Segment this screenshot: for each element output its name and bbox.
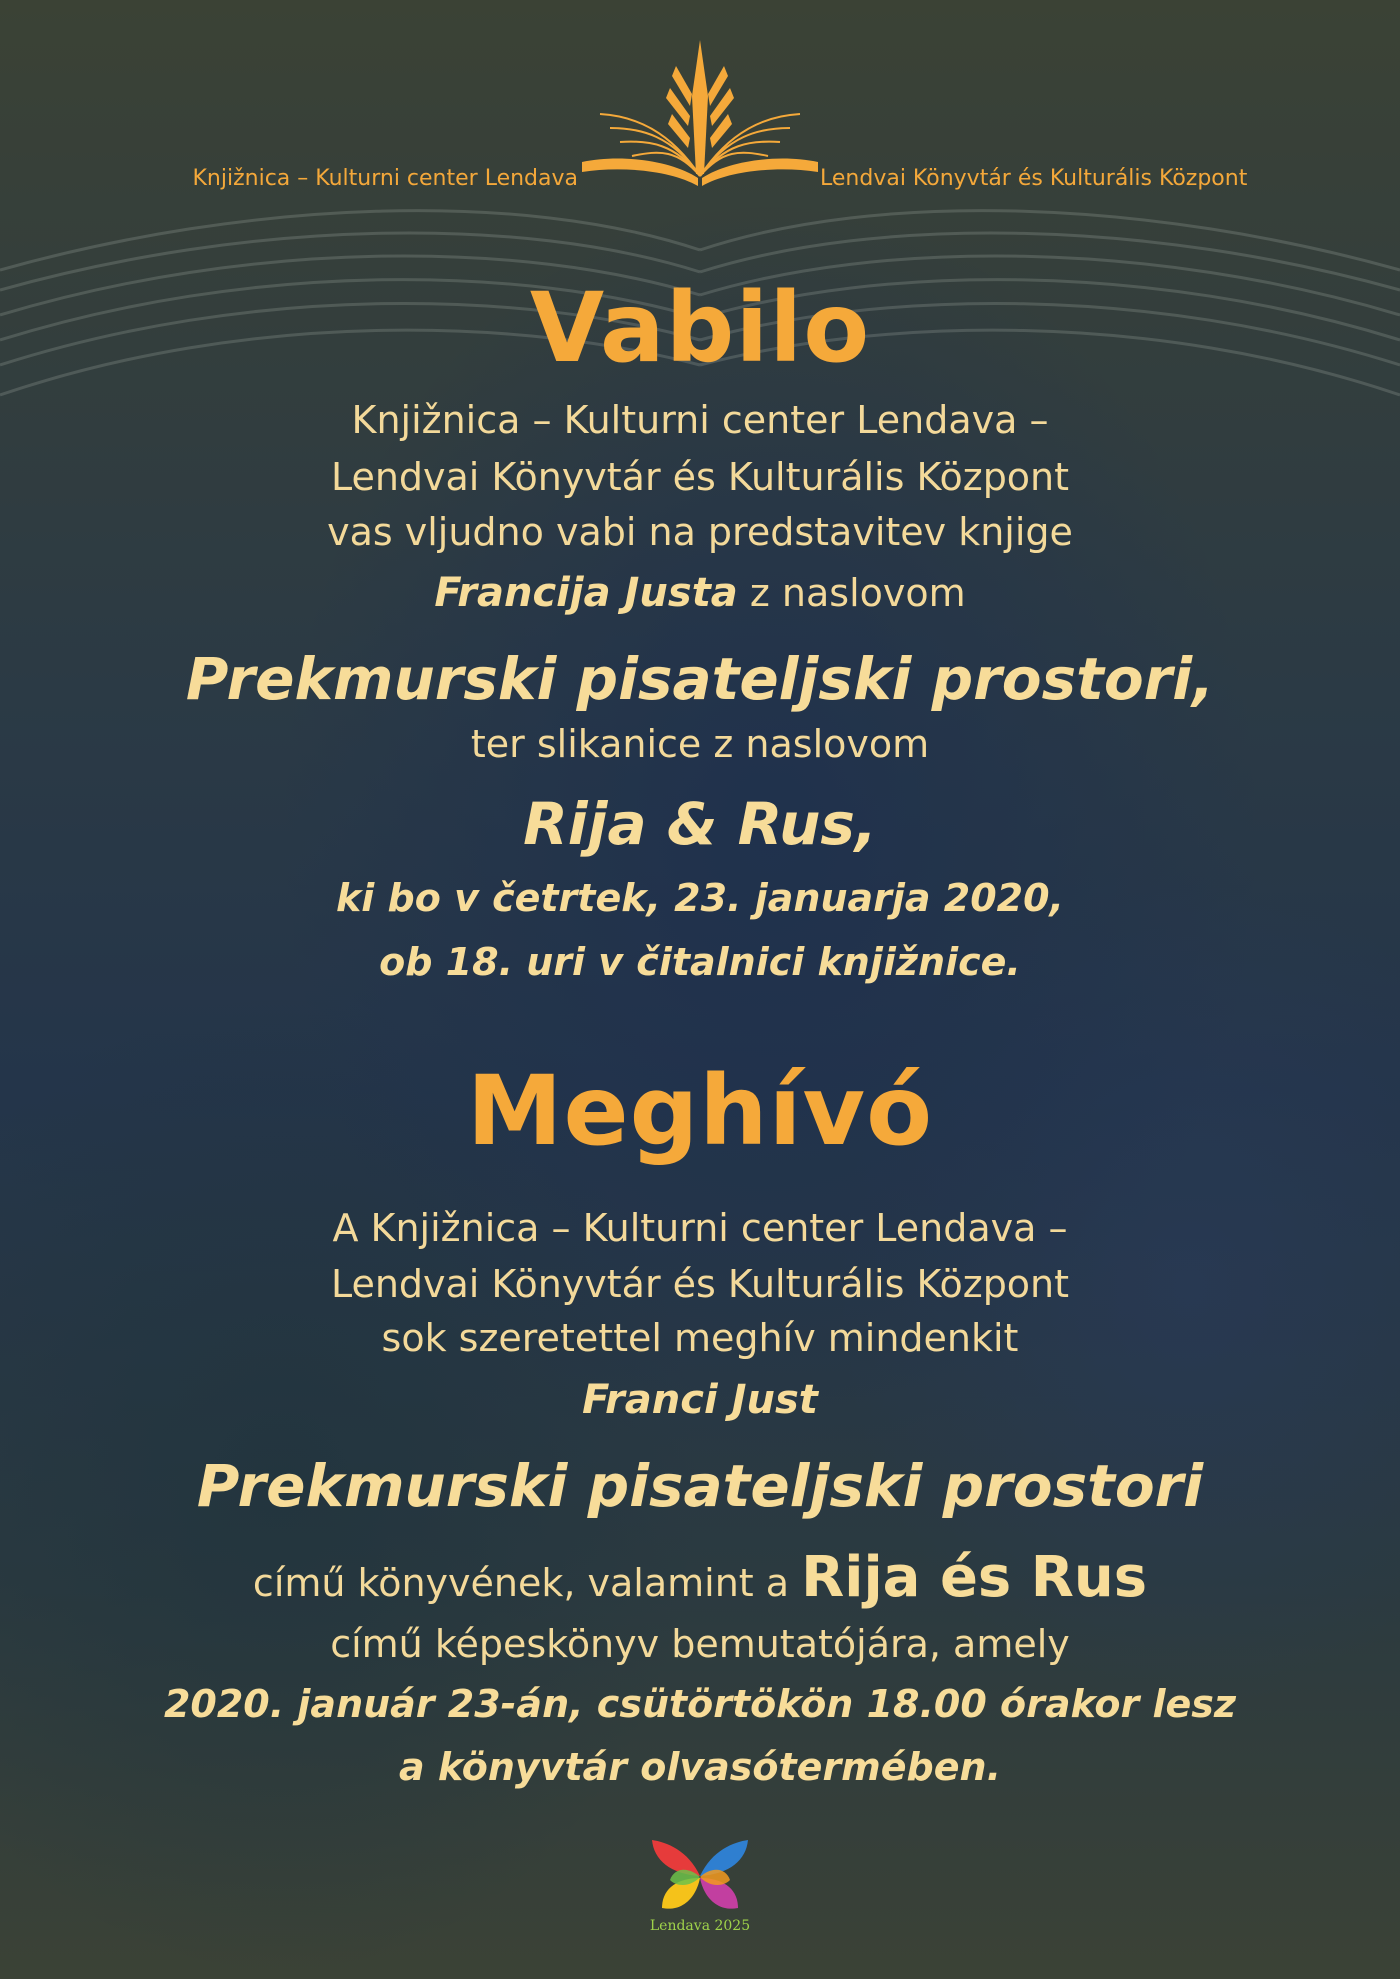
header-right-text: Lendvai Könyvtár és Kulturális Központ [820, 166, 1248, 191]
slovene-time-place-line: ob 18. uri v čitalnici knjižnice. [379, 940, 1021, 984]
slovene-line-1: Knjižnica – Kulturni center Lendava – [351, 398, 1049, 442]
slovene-line-2: Lendvai Könyvtár és Kulturális Központ [330, 455, 1070, 499]
hungarian-book-line [0, 1545, 1400, 1610]
wheat-book-logo-icon [580, 36, 820, 196]
slovene-line-3: vas vljudno vabi na predstavitev knjige [327, 510, 1073, 554]
header [0, 0, 1400, 200]
footer-logo-text: Lendava 2025 [649, 1918, 751, 1934]
slovene-picture-book-line: ter slikanice z naslovom [470, 722, 930, 766]
hungarian-picture-book-title: Rija és Rus [801, 1545, 1148, 1610]
slovene-author-line [0, 570, 1400, 616]
slovene-author: Francija Justa [434, 570, 738, 616]
hungarian-place-line: a könyvtár olvasótermében. [398, 1745, 1002, 1789]
slovene-title: Vabilo [529, 272, 871, 384]
hungarian-author: Franci Just [582, 1377, 818, 1423]
hungarian-title: Meghívó [466, 1055, 934, 1167]
hungarian-line-2: Lendvai Könyvtár és Kulturális Központ [330, 1262, 1070, 1306]
slovene-picture-book-title: Rija & Rus, [523, 790, 877, 858]
hungarian-picture-book-line: című képeskönyv bemutatójára, amely [330, 1622, 1070, 1666]
hungarian-book-title: Prekmurski pisateljski prostori [196, 1452, 1204, 1520]
slovene-date-line: ki bo v četrtek, 23. januarja 2020, [336, 876, 1064, 920]
hungarian-date-line: 2020. január 23-án, csütörtökön 18.00 órakor lesz [163, 1682, 1237, 1726]
hungarian-line-3: sok szeretettel meghív mindenkit [381, 1316, 1019, 1360]
butterfly-logo-icon [648, 1830, 752, 1930]
header-left-text: Knjižnica – Kulturni center Lendava [192, 166, 578, 191]
hungarian-line-1: A Knjižnica – Kulturni center Lendava – [332, 1206, 1068, 1250]
slovene-author-suffix: z naslovom [737, 571, 966, 615]
hungarian-book-prefix: című könyvének, valamint a [252, 1561, 802, 1605]
slovene-book-title: Prekmurski pisateljski prostori, [185, 645, 1215, 713]
